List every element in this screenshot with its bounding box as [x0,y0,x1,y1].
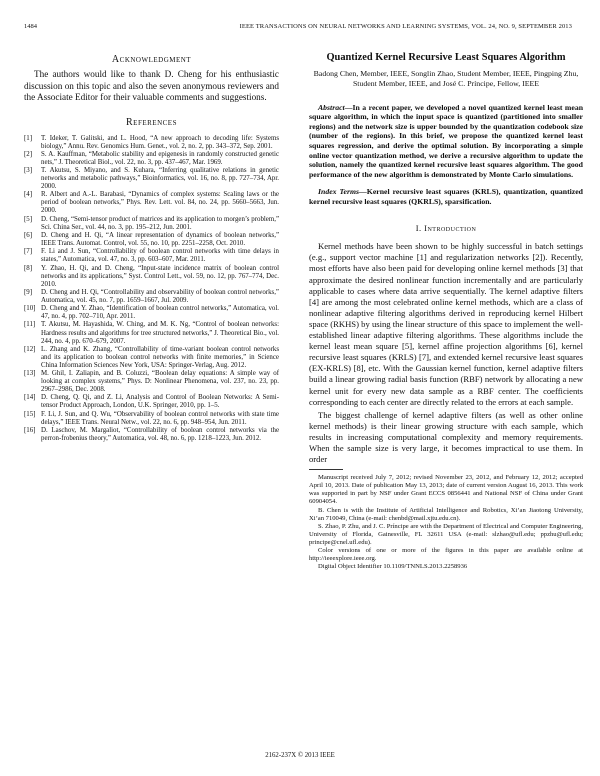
reference-text: S. A. Kauffman, “Metabolic stability and epigenesis in randomly constructed genetic nets,” J. Theoretical Biol., vol. 22, no. 3, pp. 437–467, Mar. 1969. [41,150,279,166]
reference-number: [12] [24,345,36,353]
author-list: Badong Chen, Member, IEEE, Songlin Zhao, Student Member, IEEE, Pingping Zhu, Student Member, IEEE, and José C. Príncipe, Fellow, IEEE [313,69,579,89]
abstract-label: Abstract— [318,102,353,112]
reference-text: T. Akutsu, S. Miyano, and S. Kuhara, “Inferring qualitative relations in genetic networks and metabolic pathways,” Bioinformatics, vol. 16, no. 8, pp. 727–734, Apr. 2000. [41,167,279,191]
paper-title: Quantized Kernel Recursive Least Squares Algorithm [326,52,566,63]
reference-number: [9] [24,288,33,296]
reference-number: [3] [24,167,33,175]
page-number: 1484 [24,23,37,30]
index-terms-label: Index Terms— [318,187,367,197]
reference-number: [1] [24,134,33,142]
reference-text: T. Akutsu, M. Hayashida, W. Ching, and M. K. Ng, “Control of boolean networks: Hardness results and algorithms for tree structured networks,” J. Theoretical Bio., vol. 244, no. 4, pp. 670–679, 2007. [41,321,279,345]
reference-item [24,151,279,167]
reference-text: F. Li and J. Sun, “Controllability of boolean control networks with time delays in states,” Automatica, vol. 47, no. 3, pp. 603–607, Mar. 2011. [41,248,279,264]
abstract [309,103,583,179]
footnote: Color versions of one or more of the figures in this paper are available online at http://ieeexplore.ieee.org. [309,547,583,563]
reference-number: [7] [24,248,33,256]
intro-paragraph-1: Kernel methods have been shown to be highly successful in batch settings (e.g., support vector machine [1] and regularization networks [2]). Recently, most efforts have also been paid for developing online kernel methods [3] that approximate the desired nonlinear function incrementally and are particularly applicable to cases where data arrive sequentially. The kernel adaptive filters [4] are among the most celebrated online kernel methods, which are a class of nonlinear adaptive filtering algorithms derived in reproducing kernel Hilbert space (RKHS) by using the linear structure of this space to implement the well-established linear adaptive filtering algorithms. These algorithms include the kernel least mean square [5], kernel affine projection algorithms [6], kernel recursive least squares (KRLS) [7], and extended kernel recursive least squares (EX-KRLS) [8], etc. With the Gaussian kernel function, kernel adaptive filters build a linear growing radial basis function (RBF) network by allocating a new kernel unit for every new data sample as a RBF center. The coefficients corresponding to each center are directly related to the errors at each sample. [309,241,583,407]
reference-text: R. Albert and A.-L. Barabasi, “Dynamics of complex systems: Scaling laws or the period of boolean networks,” Phys. Rev. Lett. vol. 84, no. 24, pp. 5660–5663, Jun. 2000. [41,191,279,215]
reference-number: [8] [24,264,33,272]
reference-number: [14] [24,394,36,402]
footnote: B. Chen is with the Institute of Artificial Intelligence and Robotics, Xi’an Jiaotong University, Xi’an 710049, China (e-mail: chenbd@mail.xjtu.edu.cn). [309,506,583,522]
intro-body [309,241,583,465]
reference-item [24,370,279,394]
reference-item [24,216,279,232]
reference-number: [13] [24,370,36,378]
reference-number: [4] [24,191,33,199]
reference-text: D. Laschov, M. Margaliot, “Controllability of boolean control networks via the perron-frobenius theory,” Automatica, vol. 48, no. 6, pp. 1218–1223, Jun. 2012. [41,427,279,443]
reference-item [24,321,279,345]
reference-text: D. Cheng and H. Qi, “Controllability and observability of boolean control networks,” Automatica, vol. 45, no. 7, pp. 1659–1667, Jul. 2009. [41,288,279,304]
abstract-text: In a recent paper, we developed a novel quantized kernel least mean square algorithm, in which the input space is quantized (partitioned into smaller regions) and the network size is upper bounded by the quantization codebook size (number of the regions). In this brief, we propose the quantized kernel least squares regression, and derive the optimal solution. By incorporating a simple online vector quantization method, we derive a recursive algorithm to update the solution, namely the quantized kernel recursive least squares algorithm. The good performance of the new algorithm is demonstrated by Monte Carlo simulations. [309,102,583,179]
reference-text: Y. Zhao, H. Qi, and D. Cheng, “Input-state incidence matrix of boolean control networks and its applications,” Syst. Control Lett., vol. 59, no. 12, pp. 767–774, Dec. 2010. [41,264,279,288]
reference-text: M. Ghil, I. Zaliapin, and B. Coluzzi, “Boolean delay equations: A simple way of looking at complex systems,” Phys. D: Nonlinear Phenomena, vol. 237, no. 23, pp. 2967–2986, Dec. 2008. [41,370,279,394]
reference-number: [10] [24,305,36,313]
reference-item [24,167,279,191]
reference-item [24,394,279,410]
reference-item [24,411,279,427]
reference-text: T. Ideker, T. Galitski, and L. Hood, “A new approach to decoding life: Systems biology,” Annu. Rev. Genomics Hum. Genet., vol. 2, no. 2, pp. 343–372, Sep. 2001. [41,134,279,150]
reference-text: D. Cheng and Y. Zhao, “Identification of boolean control networks,” Automatica, vol. 47, no. 4, pp. 702–710, Apr. 2011. [41,305,279,321]
index-terms-text: Kernel recursive least squares (KRLS), quantization, quantized kernel recursive least squares (QKRLS), sparsification. [309,187,583,206]
right-column [309,52,583,571]
reference-text: L. Zhang and K. Zhang, “Controllability of time-variant boolean control networks and its application to boolean control networks with finite memories,” in Science China Information Sciences New York, USA: Springer-Verlag, Aug. 2012. [41,345,279,369]
section-heading: I. Introduction [415,224,477,234]
reference-item [24,265,279,289]
reference-number: [11] [24,321,36,329]
reference-number: [16] [24,427,36,434]
acknowledgment-text: The authors would like to thank D. Cheng for his enthusiastic discussion on this topic and also the seven anonymous reviewers and the Associate Editor for their valuable comments and suggestions. [24,69,279,102]
index-terms [309,187,583,206]
page-header [24,23,572,35]
reference-item [24,191,279,215]
reference-number: [15] [24,410,36,418]
reference-item [24,305,279,321]
reference-number: [6] [24,232,33,239]
reference-number: [5] [24,215,33,223]
intro-paragraph-2: The biggest challenge of kernel adaptive filters (as well as other online kernel methods) is their linear growing structure with each sample, which results in increasing computational complexity and memory requirements. When the sample size is very large, it becomes impractical to use them. In order [309,409,583,465]
reference-item [24,289,279,305]
reference-item [24,427,279,443]
left-column [24,52,279,443]
reference-text: D. Cheng, “Semi-tensor product of matrices and its application to morgen’s problem,” Sci. China Ser., vol. 44, no. 3, pp. 195–212, Jun. 2001. [41,215,279,231]
footnote: Digital Object Identifier 10.1109/TNNLS.2013.2258936 [318,563,468,571]
reference-item [24,248,279,264]
acknowledgment-heading: Acknowledgment [111,54,192,65]
footnote: S. Zhao, P. Zhu, and J. C. Príncipe are with the Department of Electrical and Computer Engineering, University of Florida, Gainesville, FL 32611 USA (e-mail: slzhao@ufl.edu; ppzhu@ufl.edu; principe@cnel.ufl.edu). [309,522,583,546]
reference-number: [2] [24,150,33,158]
reference-item [24,232,279,248]
reference-text: D. Cheng and H. Qi, “A linear representation of dynamics of boolean networks,” IEEE Trans. Automat. Control, vol. 55, no. 10, pp. 2251–2258, Oct. 2010. [41,232,279,248]
references-heading: References [126,116,177,128]
reference-text: D. Cheng, Q. Qi, and Z. Li, Analysis and Control of Boolean Networks: A Semi-tensor Product Approach, London, U.K. Springer, 2010, pp. 1–5. [41,394,279,410]
reference-text: F. Li, J. Sun, and Q. Wu, “Observability of boolean control networks with state time delays,” IEEE Trans. Neural Netw., vol. 22, no. 6, pp. 948–954, Jun. 2011. [41,410,279,426]
journal-title: IEEE TRANSACTIONS ON NEURAL NETWORKS AND LEARNING SYSTEMS, VOL. 24, NO. 9, SEPTEMBER 2013 [239,23,572,30]
reference-item [24,135,279,151]
copyright-footer: 2162-237X © 2013 IEEE [265,752,335,759]
reference-list [24,135,279,444]
footnotes [309,474,583,571]
reference-item [24,346,279,370]
footnote: Manuscript received July 7, 2012; revised November 23, 2012, and February 12, 2012; accepted April 10, 2013. Date of publication May 13, 2013; date of current version August 16, 2013. This work was supported in part by NSF under Grant ECCS 0856441 and National NSF of China under Grant 60904054. [309,474,583,506]
footnote-divider [309,469,343,470]
